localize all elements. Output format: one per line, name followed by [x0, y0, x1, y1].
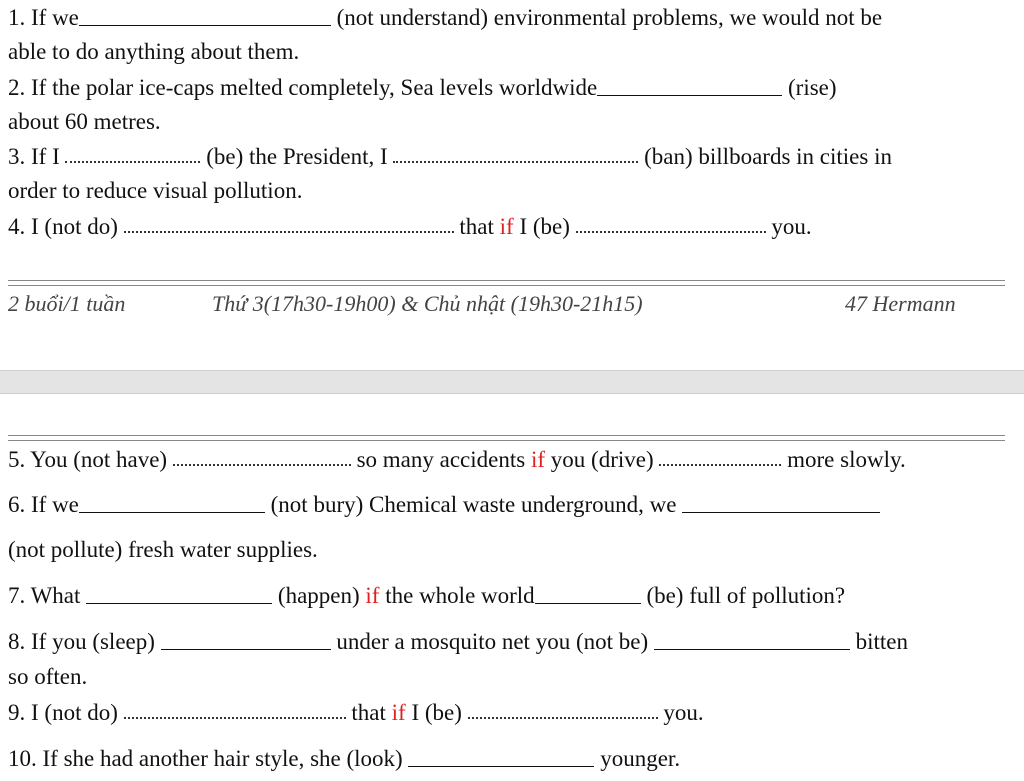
question-text: order to reduce visual pollution.: [8, 178, 303, 203]
keyword-if: if: [530, 447, 546, 472]
answer-blank[interactable]: [468, 717, 658, 719]
page-footer: [8, 288, 1005, 320]
answer-blank[interactable]: [682, 512, 880, 513]
divider-line: [8, 440, 1005, 441]
question-3-line-1: [8, 141, 1016, 173]
question-text: about 60 metres.: [8, 109, 161, 134]
question-text: the whole world: [379, 583, 535, 608]
answer-blank[interactable]: [161, 649, 331, 650]
question-text: (happen): [272, 583, 366, 608]
question-6-line-2: [8, 534, 1016, 566]
question-text: (ban) billboards in cities in: [638, 144, 892, 169]
answer-blank[interactable]: [576, 231, 766, 233]
question-text: able to do anything about them.: [8, 39, 300, 64]
question-8-line-2: [8, 661, 1016, 693]
answer-blank[interactable]: [124, 717, 346, 719]
keyword-if: if: [391, 700, 406, 725]
question-text: I (be): [513, 214, 576, 239]
keyword-if: if: [365, 583, 380, 608]
question-text: I (be): [405, 700, 468, 725]
answer-blank[interactable]: [86, 603, 272, 604]
divider-line: [8, 285, 1005, 286]
question-text: (be) the President, I: [200, 144, 394, 169]
question-text: 9. I (not do): [8, 700, 124, 725]
question-4: [8, 211, 1016, 243]
question-1-line-1: [8, 2, 1016, 34]
divider-line: [8, 280, 1005, 281]
question-9: [8, 697, 1016, 729]
question-5: [8, 444, 1016, 476]
question-text: you (drive): [545, 447, 660, 472]
question-text: you.: [765, 214, 812, 239]
question-3-line-2: [8, 175, 1016, 207]
answer-blank[interactable]: [79, 512, 265, 513]
question-text: 5. You (not have): [8, 447, 173, 472]
question-text: 8. If you (sleep): [8, 629, 161, 654]
answer-blank[interactable]: [173, 464, 351, 466]
answer-blank[interactable]: [408, 766, 594, 767]
footer-schedule-times: Thứ 3(17h30-19h00) & Chủ nhật (19h30-21h15): [212, 291, 643, 316]
answer-blank[interactable]: [654, 649, 850, 650]
answer-blank[interactable]: [535, 603, 641, 604]
question-text: younger.: [594, 746, 681, 771]
answer-blank[interactable]: [124, 231, 454, 233]
question-7: [8, 580, 1016, 612]
question-text: under a mosquito net you (not be): [330, 629, 654, 654]
question-text: 4. I (not do): [8, 214, 124, 239]
answer-blank[interactable]: [79, 25, 331, 26]
divider-line: [8, 435, 1005, 436]
question-text: 10. If she had another hair style, she (look): [8, 746, 409, 771]
answer-blank[interactable]: [65, 161, 200, 163]
question-text: that: [345, 700, 392, 725]
question-8-line-1: [8, 626, 1016, 658]
question-text: (not pollute) fresh water supplies.: [8, 537, 318, 562]
question-text: (rise): [782, 75, 837, 100]
question-text: you.: [657, 700, 704, 725]
question-2-line-1: [8, 72, 1016, 104]
page-break-gap: [0, 370, 1024, 394]
question-6-line-1: [8, 489, 1016, 521]
question-text: 7. What: [8, 583, 87, 608]
question-text: (be) full of pollution?: [640, 583, 846, 608]
question-2-line-2: [8, 106, 1016, 138]
question-text: that: [453, 214, 500, 239]
question-1-line-2: [8, 36, 1016, 68]
footer-schedule-frequency: 2 buổi/1 tuần: [8, 291, 126, 316]
question-text: so many accidents: [350, 447, 531, 472]
answer-blank[interactable]: [659, 464, 781, 466]
question-text: 2. If the polar ice-caps melted completely, Sea levels worldwide: [8, 75, 598, 100]
question-text: (not bury) Chemical waste underground, we: [264, 492, 683, 517]
question-text: 6. If we: [8, 492, 79, 517]
question-text: so often.: [8, 664, 88, 689]
question-10: [8, 743, 1016, 775]
keyword-if: if: [499, 214, 514, 239]
answer-blank[interactable]: [597, 95, 782, 96]
answer-blank[interactable]: [393, 161, 638, 163]
question-text: (not understand) environmental problems, we would not be: [330, 5, 883, 30]
question-text: more slowly.: [781, 447, 906, 472]
question-text: 1. If we: [8, 5, 79, 30]
footer-address: 47 Hermann: [845, 291, 956, 316]
question-text: bitten: [849, 629, 909, 654]
question-text: 3. If I: [8, 144, 66, 169]
